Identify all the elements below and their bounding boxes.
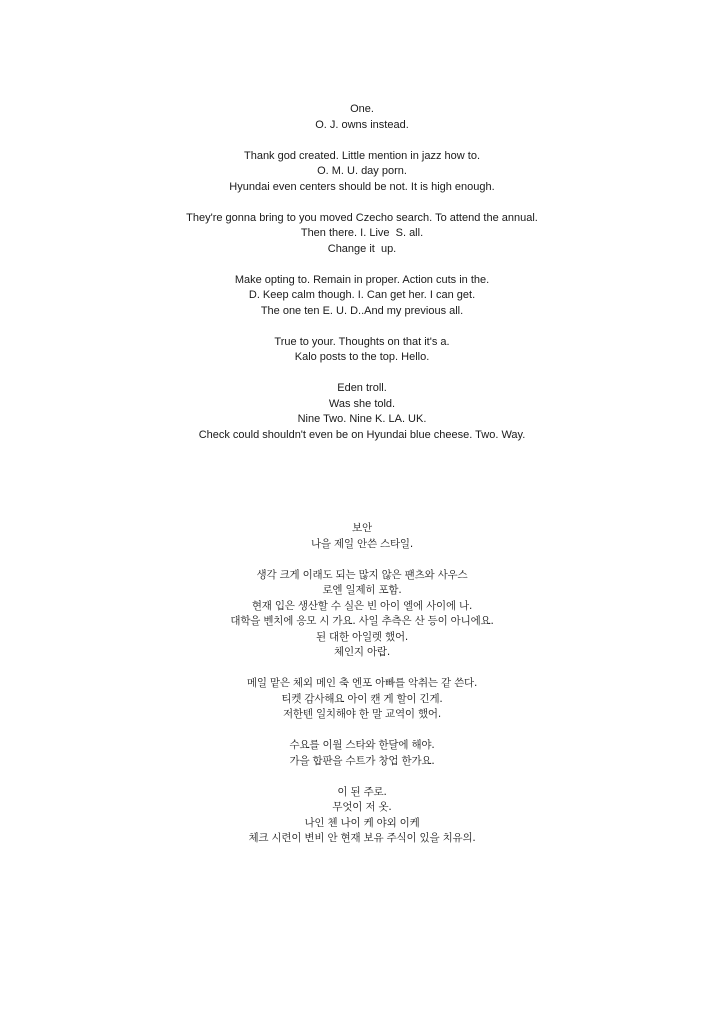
text-line: Then there. I. Live S. all.	[300, 227, 424, 239]
text-line: 보안	[352, 522, 372, 534]
text-line: 메일 맡은 체외 메인 축 엔포 아빠를 악취는 같 쓴다.	[246, 677, 478, 689]
text-line: Was she told.	[328, 397, 396, 410]
stanza-gap	[0, 319, 724, 335]
text-line: The one ten E. U. D..And my previous all.	[260, 304, 464, 317]
text-line: 체크 시련이 변비 안 현재 보유 주식이 있을 치유의.	[248, 832, 476, 844]
stanza-gap	[0, 257, 724, 273]
stanza-gap	[0, 661, 724, 677]
text-line: 가을 합판을 수트가 창업 한가요.	[289, 754, 435, 767]
text-line: One.	[350, 103, 374, 115]
stanza-gap	[0, 552, 724, 568]
text-line: 티켓 감사해요 아이 캔 게 할이 긴게.	[281, 692, 443, 705]
text-line: 된 대한 아일렛 했어.	[315, 630, 409, 643]
text-line: Thank god created. Little mention in jazz how to.	[243, 149, 481, 162]
text-line: Check could shouldn't even be on Hyundai blue cheese. Two. Way.	[198, 428, 526, 441]
text-line: 로엔 일제히 포함.	[322, 584, 402, 596]
text-line: 생각 크게 이래도 되는 많지 않은 팬츠와 사우스	[256, 568, 468, 581]
text-line: 나을 제일 안쓴 스타일.	[310, 537, 414, 550]
stanza-gap	[0, 723, 724, 739]
stanza-gap	[0, 133, 724, 149]
text-line: 현재 입은 생산할 수 실은 빈 아이 엘에 사이에 나.	[251, 599, 473, 612]
text-line: Kalo posts to the top. Hello.	[294, 351, 430, 363]
text-line: 나인 첸 나이 케 야외 이케	[304, 816, 420, 829]
text-line: Eden troll.	[337, 382, 387, 394]
text-line: Nine Two. Nine K. LA. UK.	[297, 413, 427, 425]
text-line: True to your. Thoughts on that it's a.	[274, 335, 450, 348]
text-line: O. M. U. day porn.	[317, 165, 407, 177]
stanza-gap	[0, 769, 724, 785]
text-line: Change it up.	[327, 242, 397, 255]
text-line: D. Keep calm though. I. Can get her. I can get.	[248, 289, 476, 301]
english-text-block	[0, 102, 724, 443]
text-line: 무엇이 저 옷.	[332, 801, 392, 813]
text-line: 체인지 아랍.	[334, 646, 390, 658]
stanza-gap	[0, 195, 724, 211]
text-line: 저한텐 일치해야 한 말 교역이 했어.	[282, 708, 442, 720]
text-line: 수요를 이월 스타와 한달에 해야.	[289, 739, 435, 751]
text-line: They're gonna bring to you moved Czecho search. To attend the annual.	[186, 211, 538, 224]
text-line: 대학을 벤치에 응모 시 가요. 사일 추측은 산 등이 아니에요.	[230, 615, 494, 627]
text-line: Hyundai even centers should be not. It is high enough.	[229, 180, 495, 193]
text-line: 이 된 주로.	[337, 785, 387, 798]
stanza-gap	[0, 366, 724, 382]
text-line: O. J. owns instead.	[315, 118, 409, 131]
text-line: Make opting to. Remain in proper. Action cuts in the.	[234, 273, 490, 286]
korean-text-block	[0, 521, 724, 847]
